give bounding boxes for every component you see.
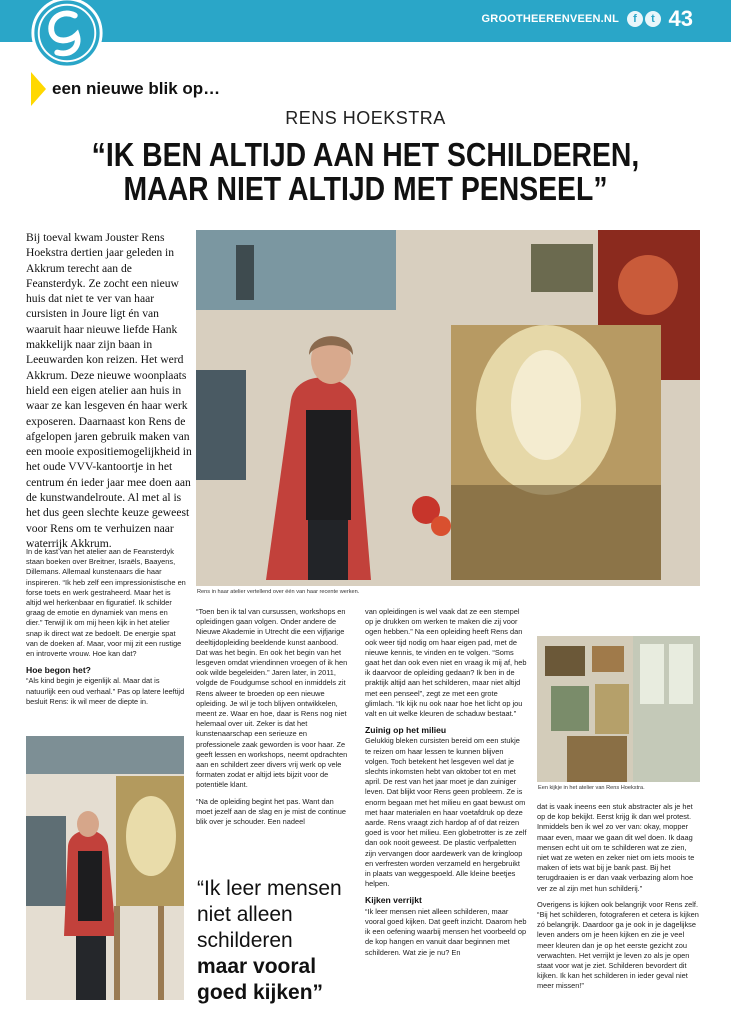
col2-paragraph-1: “Toen ben ik tal van cursussen, workshops en opleidingen gaan volgen. Onder andere de Nieuwe Akademie in Utrecht die een vijfjarige deeltijdopleiding beeldende kunst aanbood. Dat was het begin. En ook het begin van het lesgeven omdat vriendinnen vroegen of ik hen ook wilde begeleiden.” Jaren later, in 2011, volgde de Foudgumse school en inmiddels zit Rens alweer te broeden op een nieuwe opleiding. Je wil je toch blijven ontwikkelen, meent ze. Waar en hoe, daar is Rens nog niet helemaal over uit. Zeker is dat het kunstenaarschap een serieuze en professionele zaak geworden is voor haar. Ze geeft lessen en workshops, neemt opdrachten aan en schildert zeer divers vrij werk op vele formaten zodat er altijd iets bijzit voor de potentiële klant. (196, 607, 348, 790)
col4-paragraph-2: Overigens is kijken ook belangrijk voor Rens zelf. “Bij het schilderen, fotograferen et cetera is kijken zó belangrijk. Daardoor ga je ook in je dagelijkse leven anders om je heen kijken en zie je veel meer kleuren dan je op het eerste gezicht zou verwachten. Het verrijkt je leven zo als je open staat voor wat je ziet. Schilderen bevordert dit kijken. Ik kan het schilderen in ieder geval niet meer missen!” (537, 899, 699, 991)
page-number: 43 (668, 6, 693, 31)
pull-quote-bold: maar vooral goed kijken” (197, 955, 324, 1004)
column-4 (537, 802, 700, 998)
section-kicker: een nieuwe blik op… (52, 79, 221, 98)
main-photo (196, 230, 700, 586)
col3-subheading-2: Kijken verrijkt (365, 895, 422, 906)
pull-quote-light: “Ik leer mensen niet alleen schilderen (197, 877, 342, 952)
col2-paragraph-2: “Na de opleiding begint het pas. Want dan moet jezelf aan de slag en je mist de continue blik over je schouder. Een nadeel (196, 796, 346, 827)
painting-photo (26, 736, 184, 1000)
col3-paragraph-2: Gelukkig bleken cursisten bereid om een stukje te reizen om haar lessen te kunnen blijven volgen. Toch betekent het lesgeven wel dat je slechts inkomsten hebt van oktober tot en met april. De rest van het jaar moet je dan zuiniger leven. Dat blijkt voor Rens geen probleem. Ze is enorm begaan met het milieu en gaat bewust om met haar materialen en haar voetafdruk op deze aarde. Rens vraagt zich hardop af of dat reizen goed is voor het milieu. Een globetrotter is ze zelf dan ook nooit geweest. De plastic verfpaletten zijn vervangen door aardewerk van de kringloop en verfresten worden verzameld en hergebruikt in plaats van weggespoeld. Alle kleine beetjes helpen. (365, 736, 527, 889)
headline (77, 138, 654, 206)
pull-quote (197, 876, 362, 1006)
g-circle-logo-icon (28, 0, 106, 72)
top-bar (0, 0, 731, 42)
twitter-icon[interactable]: t (645, 11, 661, 27)
main-photo-caption: Rens in haar atelier vertellend over één van haar recente werken. (197, 589, 360, 595)
col1-subheading: Hoe begon het? (26, 665, 91, 676)
column-3 (365, 607, 527, 964)
col3-paragraph-3: “Ik leer mensen niet alleen schilderen, maar vooral goed kijken. Dat geeft inzicht. Daarom heb ik een oefening waarbij mensen het voorbeeld op de kop hangen en vanuit daar beginnen met schilderen. Wat zie je nu? En (365, 906, 527, 957)
atelier-photo (537, 636, 700, 782)
col1-paragraph-2: “Als kind begin je eigenlijk al. Maar dat is natuurlijk een oud verhaal.” Pas op latere leeftijd besluit Rens: ik wil meer de diepte in. (26, 676, 185, 706)
site-url[interactable]: GROOTHEERENVEEN.NL (481, 13, 619, 25)
col3-paragraph-1: van opleidingen is wel vaak dat ze een stempel op je drukken om werken te maken die zij voor ogen hebben.” Na een opleiding heeft Rens dan ook weer tijd nodig om haar eigen pad, met de nieuwe kennis, te vinden en te volgen. “Soms gaat het dan ook even niet en vraag ik mij af, heb ik daarvoor de opleiding gedaan? Ik ben in de praktijk altijd aan het schilderen, maar niet altijd met een penseel”, zegt ze met een grote glimlach. “Ik kijk nu ook naar hoe het licht op jou valt en uit welke kleuren de schaduw bestaat.” (365, 607, 527, 719)
column-1 (26, 547, 186, 713)
byline: RENS HOEKSTRA (285, 108, 446, 128)
facebook-icon[interactable]: f (627, 11, 643, 27)
col3-subheading-1: Zuinig op het milieu (365, 725, 447, 736)
intro-paragraph: Bij toeval kwam Jouster Rens Hoekstra dertien jaar geleden in Akkrum terecht aan de Feansterdyk. Ze zocht een nieuw huis dat niet te ver van haar cursisten in Joure ligt én van waaruit haar nieuwe liefde Hank makkelijk naar zijn baan in Leeuwarden kon reizen. Het werd Akkrum. Deze nieuwe woonplaats hield een eigen atelier aan huis in waar ze kan lesgeven én haar werk exposeren. Daarnaast kon Rens de afgelopen jaren gebruik maken van een mooie expositiemogelijkheid in het oude VVV-kantoortje in het centrum én ieder jaar mee doen aan de kunstwandelroute. Al met al is het dus geen slechte keuze geweest voor Rens om te verhuizen naar waterrijk Akkrum. (26, 231, 192, 550)
col1-paragraph-1: In de kast van het atelier aan de Feansterdyk staan boeken over Breitner, Israëls, Baayens, Dillemans. Allemaal kunstenaars die haar inspireren. “Ik heb zelf een impressionistische en forse toets en werk gestraheerd. Maar het is altijd wel herkenbaar en figuratief. Ik schilder graag de emotie en dynamiek van mens en dier.” Terwijl ik om mij heen kijk in het atelier snap ik direct wat ze bedoelt. De energie spat van de doeken af. Maar, voor mij zit een rustige en introverte vrouw. Hoe kan dat? (26, 547, 186, 659)
headline-line-1: “IK BEN ALTIJD AAN HET SCHILDEREN, (91, 136, 640, 173)
kicker-arrow-icon (31, 72, 46, 106)
atelier-photo-caption: Een kijkje in het atelier van Rens Hoekstra. (538, 785, 645, 791)
column-2 (196, 607, 351, 833)
headline-line-2: MAAR NIET ALTIJD MET PENSEEL” (123, 170, 608, 207)
col4-paragraph-1: dat is vaak ineens een stuk abstracter als je het op de kop bekijkt. Eerst krijg ik dan wel protest. Inmiddels ben ik wel zo ver van: okay, mopper maar even, maar we gaan dit wel doen. Ik daag mensen echt uit om te schilderen wat ze zien, niet wat ze weten en zeker niet om iets moois te maken of iets wat bij je bank past. Bij het terugdraaien is er dan vaak verbazing alom hoe ver ze al zijn met hun schilderij.” (537, 802, 695, 893)
